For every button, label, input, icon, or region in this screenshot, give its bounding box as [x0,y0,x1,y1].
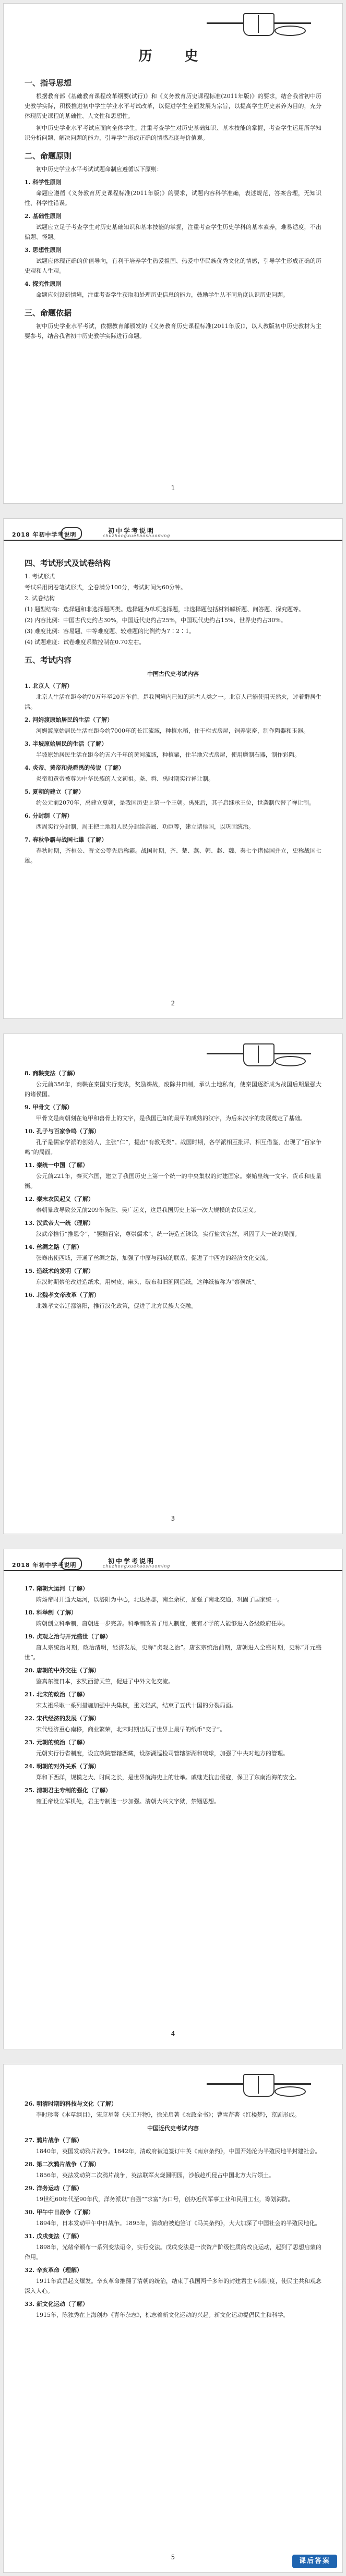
topic-title: 21. 北宋的政治（了解） [25,1691,88,1698]
paragraph: 元朝实行行省制度，设宣政院管辖西藏，设澎湖巡检司管辖澎湖和琉球，加强了中央对地方的管理。 [36,1750,289,1757]
paragraph: 初中历史学业水平考试应面向全体学生，注重考查学生对历史基础知识、基本技能的掌握，考查学生运用所学知识分析问题、解决问题的能力，引导学生形成正确的情感态度与价值观。 [25,125,321,141]
list-line: (4) 试题难度：试卷难度系数控制在0.70左右。 [25,639,145,646]
pen-icon [275,26,306,36]
paragraph: 半坡原始居民生活在距今约五六千年的黄河流域，种植粟，住半地穴式房屋，使用磨制石器，制作彩陶。 [36,751,300,758]
page-number: 4 [171,2030,175,2037]
topic-title: 19. 贞观之治与开元盛世（了解） [25,1633,111,1640]
topic-title: 31. 戊戌变法（了解） [25,2233,82,2240]
paragraph: 公元前221年，秦灭六国，建立了我国历史上第一个统一的中央集权的封建国家。秦始皇统一文字、货币和度量衡。 [25,1173,321,1189]
header-year: 2018 年初中学考说明 [12,1562,77,1569]
topic-title: 17. 隋朝大运河（了解） [25,1585,88,1592]
topic-title: 2. 河姆渡原始居民的生活（了解） [25,716,113,723]
topic-title: 11. 秦统一中国（了解） [25,1162,88,1169]
header-rule [4,1570,342,1571]
rule-title: 4. 探究性原则 [25,281,62,287]
topic-title: 24. 明朝的对外关系（了解） [25,1763,100,1770]
running-header [4,525,342,546]
paragraph: 19世纪60年代至90年代，洋务派以“自强”“求富”为口号，创办近代军事工业和民用工业，筹划海防。 [36,2196,294,2203]
paragraph: 汉武帝推行“推恩令”，“罢黜百家，尊崇儒术”，统一铸造五铢钱，实行盐铁官营，巩固了大一统的局面。 [36,1231,301,1237]
paragraph: 北魏孝文帝迁都洛阳，推行汉化政策，促进了北方民族大交融。 [36,1303,197,1309]
paragraph: 试题应立足于考查学生对历史基础知识和基本技能的掌握，注重考查学生历史学科的基本素养，难易适度，不出偏题、怪题。 [25,224,321,240]
paragraph: 雍正帝设立军机处，君主专制进一步加强。清朝大兴文字狱，禁锢思想。 [36,1798,220,1805]
book-icon [243,1043,275,1066]
paragraph: 东汉时期蔡伦改进造纸术，用树皮、麻头、破布和旧渔网造纸，这种纸被称为“蔡侯纸”。 [36,1279,260,1285]
topic-title: 25. 清朝君主专制的强化（了解） [25,1787,111,1794]
list-line: 2. 试卷结构 [25,595,55,602]
section-heading: 四、考试形式及试卷结构 [25,558,111,568]
paragraph: 1894年，日本发动甲午中日战争。1895年，清政府被迫签订《马关条约》，大大加深了中国社会的半殖民地化。 [36,2220,321,2227]
header-badge-icon [61,527,82,540]
paragraph: 1915年，陈独秀在上海创办《青年杂志》，标志着新文化运动的兴起。新文化运动提倡民主和科学。 [36,2312,289,2318]
page-number: 2 [171,1000,175,1007]
rule-title: 1. 科学性原则 [25,179,62,186]
topic-title: 16. 北魏孝文帝改革（了解） [25,1292,100,1298]
paragraph: 河姆渡原始居民生活在距今约7000年的长江流域，种植水稻，住干栏式房屋，饲养家畜，制作陶器和玉器。 [36,727,309,734]
paragraph: 秦朝暴政导致公元前209年陈胜、吴广起义，这是我国历史上第一次大规模的农民起义。 [36,1207,259,1213]
list-line: (3) 难度比例：容易题、中等难度题、较难题的比例约为7∶2∶1。 [25,628,195,635]
running-header [4,1556,342,1576]
page-number: 1 [171,484,175,492]
paragraph: 初中历史学业水平考试，依据教育部颁发的《义务教育历史课程标准(2011年版)》，以人教版初中历史教材为主要参考，结合我省初中历史教学实际进行命题。 [25,323,321,339]
paragraph: 1840年，英国发动鸦片战争。1842年，清政府被迫签订中英《南京条约》，中国开始沦为半殖民地半封建社会。 [36,2148,321,2155]
paragraph: 炎帝和黄帝被尊为中华民族的人文初祖。尧、舜、禹时期实行禅让制。 [36,775,214,782]
page-3-content [25,1065,321,1313]
rule-title: 3. 思想性原则 [25,247,62,253]
section-heading: 三、命题依据 [25,308,72,318]
header-pinyin: chuzhongxuekaoshuoming [103,533,171,538]
rule-title: 2. 基础性原则 [25,213,62,220]
document-page-1 [3,3,343,504]
paragraph: 约公元前2070年，禹建立夏朝，是我国历史上第一个王朝。禹死后，其子启继承王位，世袭制代替了禅让制。 [36,799,315,806]
book-icon [243,13,275,36]
page-number: 5 [171,2554,175,2561]
subject-title: 历 史 [138,48,208,64]
paragraph: 鉴真东渡日本，玄奘西游天竺，促进了中外文化交流。 [36,1678,174,1685]
header-pinyin: chuzhongxuekaoshuoming [103,1564,171,1569]
paragraph: 试题应体现正确的价值导向，有利于培养学生热爱祖国、热爱中华民族优秀文化的情感，引导学生形成正确的历史观和人生观。 [25,258,321,274]
topic-title: 4. 炎帝、黄帝和尧舜禹的传说（了解） [25,764,125,771]
page-2-content [25,550,321,868]
list-line: 1. 考试形式 [25,573,55,580]
document-page-2 [3,518,343,1019]
paragraph: 西周实行分封制，周王把土地和人民分封给亲属、功臣等，建立诸侯国，以巩固统治。 [36,823,254,830]
topic-title: 10. 孔子与百家争鸣（了解） [25,1128,100,1135]
topic-title: 30. 甲午中日战争（了解） [25,2209,94,2216]
book-pen-ornament [207,11,311,36]
paragraph: 甲骨文是商朝刻在龟甲和兽骨上的文字，是我国已知的最早的成熟的汉字，为后来汉字的发展奠定了基础。 [36,1115,306,1122]
list-line: 考试采用闭卷笔试形式，全卷满分100分，考试时间为60分钟。 [25,584,186,591]
page-4-content [25,1581,321,1808]
topic-title: 32. 辛亥革命（理解） [25,2267,82,2274]
topic-title: 5. 夏朝的建立（了解） [25,788,85,795]
paragraph: 孔子是儒家学派的创始人，主张“仁”，提出“有教无类”。战国时期，各学派相互批评、相互借鉴，出现了“百家争鸣”的局面。 [25,1139,321,1156]
paragraph: 春秋时期，齐桓公、晋文公等先后称霸。战国时期，齐、楚、燕、韩、赵、魏、秦七个诸侯国并立，史称战国七雄。 [25,847,321,864]
topic-title: 26. 明清时期的科技与文化（了解） [25,2100,117,2107]
topic-title: 9. 甲骨文（了解） [25,1104,73,1111]
paragraph: 根据教育部《基础教育课程改革纲要(试行)》和《义务教育历史课程标准(2011年版)》的要求，结合我省初中历史教学实际，积极推进初中学生学业水平考试改革，以促进学生全面发展为宗旨，以提高学生历史素养为目的，充分体现历史课程的基础性、人文性和思想性。 [25,93,321,119]
part-title: 中国古代史考试内容 [147,671,199,677]
section-heading: 一、指导思想 [25,78,72,88]
part-title: 中国近代史考试内容 [147,2125,199,2132]
topic-title: 7. 春秋争霸与战国七雄（了解） [25,836,108,843]
topic-title: 18. 科举制（了解） [25,1609,77,1616]
paragraph: 命题应创设新情境，注重考查学生获取和处理历史信息的能力，鼓励学生从不同角度认识历史问题。 [36,291,289,298]
topic-title: 12. 秦末农民起义（了解） [25,1196,94,1202]
paragraph: 李时珍著《本草纲目》，宋应星著《天工开物》，徐光启著《农政全书》；曹雪芹著《红楼梦》，京剧形成。 [36,2111,300,2118]
topic-title: 23. 元朝的统治（了解） [25,1739,88,1746]
paragraph: 隋炀帝时开通大运河，以洛阳为中心，北达涿郡，南至余杭，加强了南北交通，巩固了国家统一。 [36,1596,283,1603]
topic-title: 8. 商鞅变法（了解） [25,1070,79,1077]
paragraph: 1911年武昌起义爆发。辛亥革命推翻了清朝的统治，结束了我国两千多年的封建君主专制制度，使民主共和观念深入人心。 [25,2278,321,2294]
topic-title: 28. 第二次鸦片战争（了解） [25,2161,100,2168]
paragraph: 1856年，英法发动第二次鸦片战争，英法联军火烧圆明园，沙俄趁机侵占中国北方大片领土。 [36,2172,275,2179]
topic-title: 15. 造纸术的发明（了解） [25,1268,94,1274]
page-number: 3 [171,1515,175,1522]
topic-title: 29. 洋务运动（了解） [25,2185,82,2192]
topic-title: 1. 北京人（了解） [25,683,73,689]
paragraph: 郑和下西洋，规模之大、时间之长，是世界航海史上的壮举。戚继光抗击倭寇，保卫了东南沿海的安全。 [36,1774,300,1781]
header-year: 2018 年初中学考说明 [12,531,77,538]
paragraph: 初中历史学业水平考试试题命制应遵循以下原则： [36,166,162,173]
topic-title: 13. 汉武帝大一统（理解） [25,1220,94,1226]
page-5-content [25,2096,321,2322]
list-line: (1) 题型结构：选择题和非选择题两类。选择题为单项选择题，非选择题包括材料解析题、问答题、探究题等。 [25,606,305,613]
paragraph: 北京人生活在距今约70万年至20万年前，是我国境内已知的远古人类之一。北京人已能使用天然火，过着群居生活。 [25,694,321,710]
paragraph: 命题应遵循《义务教育历史课程标准(2011年版)》的要求，试题内容科学准确，表述规范，答案合理，无知识性、科学性错误。 [25,190,321,206]
document-page-3 [3,1034,343,1534]
topic-title: 22. 宋代经济的发展（了解） [25,1715,100,1722]
topic-title: 20. 唐朝的中外交往（了解） [25,1667,100,1674]
topic-title: 6. 分封制（了解） [25,812,73,819]
page-1-content [25,45,321,343]
paragraph: 公元前356年，商鞅在秦国实行变法，奖励耕战，废除井田制，承认土地私有，使秦国逐渐成为战国后期最强大的诸侯国。 [25,1081,321,1098]
pen-icon [275,1056,306,1066]
header-title: 初中学考说明 [108,527,156,534]
topic-title: 33. 新文化运动（了解） [25,2301,88,2307]
header-rule [4,540,342,541]
book-icon [243,2074,275,2097]
document-page-5 [3,2064,343,2573]
topic-title: 27. 鸦片战争（了解） [25,2137,82,2144]
section-heading: 五、考试内容 [25,655,72,665]
topic-title: 3. 半坡原始居民的生活（了解） [25,740,108,747]
paragraph: 宋代经济重心南移，商业繁荣，北宋时期出现了世界上最早的纸币“交子”。 [36,1726,226,1733]
topic-title: 14. 丝绸之路（了解） [25,1244,82,1250]
paragraph: 唐太宗统治时期，政治清明，经济发展，史称“贞观之治”。唐玄宗统治前期，唐朝进入全盛时期，史称“开元盛世”。 [25,1644,321,1661]
paragraph: 张骞出使西域，开通了丝绸之路，加强了中原与西域的联系，促进了中西方的经济文化交流。 [36,1255,271,1261]
list-line: (2) 内容比例：中国古代史约占30%，中国近代史约占25%，中国现代史约占15%，世界史约占30%。 [25,617,287,624]
document-page-4 [3,1549,343,2049]
header-title: 初中学考说明 [108,1558,156,1565]
site-watermark-logo: 课后答案 [292,2555,337,2568]
paragraph: 宋太祖采取一系列措施加强中央集权，重文轻武，结束了五代十国的分裂局面。 [36,1702,237,1709]
paragraph: 1898年，光绪帝颁布一系列变法诏令，实行变法。戊戌变法是一次资产阶级性质的改良运动，起到了思想启蒙的作用。 [25,2244,321,2261]
pen-icon [275,2086,306,2097]
book-pen-ornament [207,1041,311,1066]
paragraph: 隋朝创立科举制，唐朝进一步完善。科举制改善了用人制度，使有才学的人能够进入各级政府任职。 [36,1620,289,1627]
section-heading: 二、命题原则 [25,151,72,161]
book-pen-ornament [207,2072,311,2097]
header-badge-icon [61,1558,82,1570]
